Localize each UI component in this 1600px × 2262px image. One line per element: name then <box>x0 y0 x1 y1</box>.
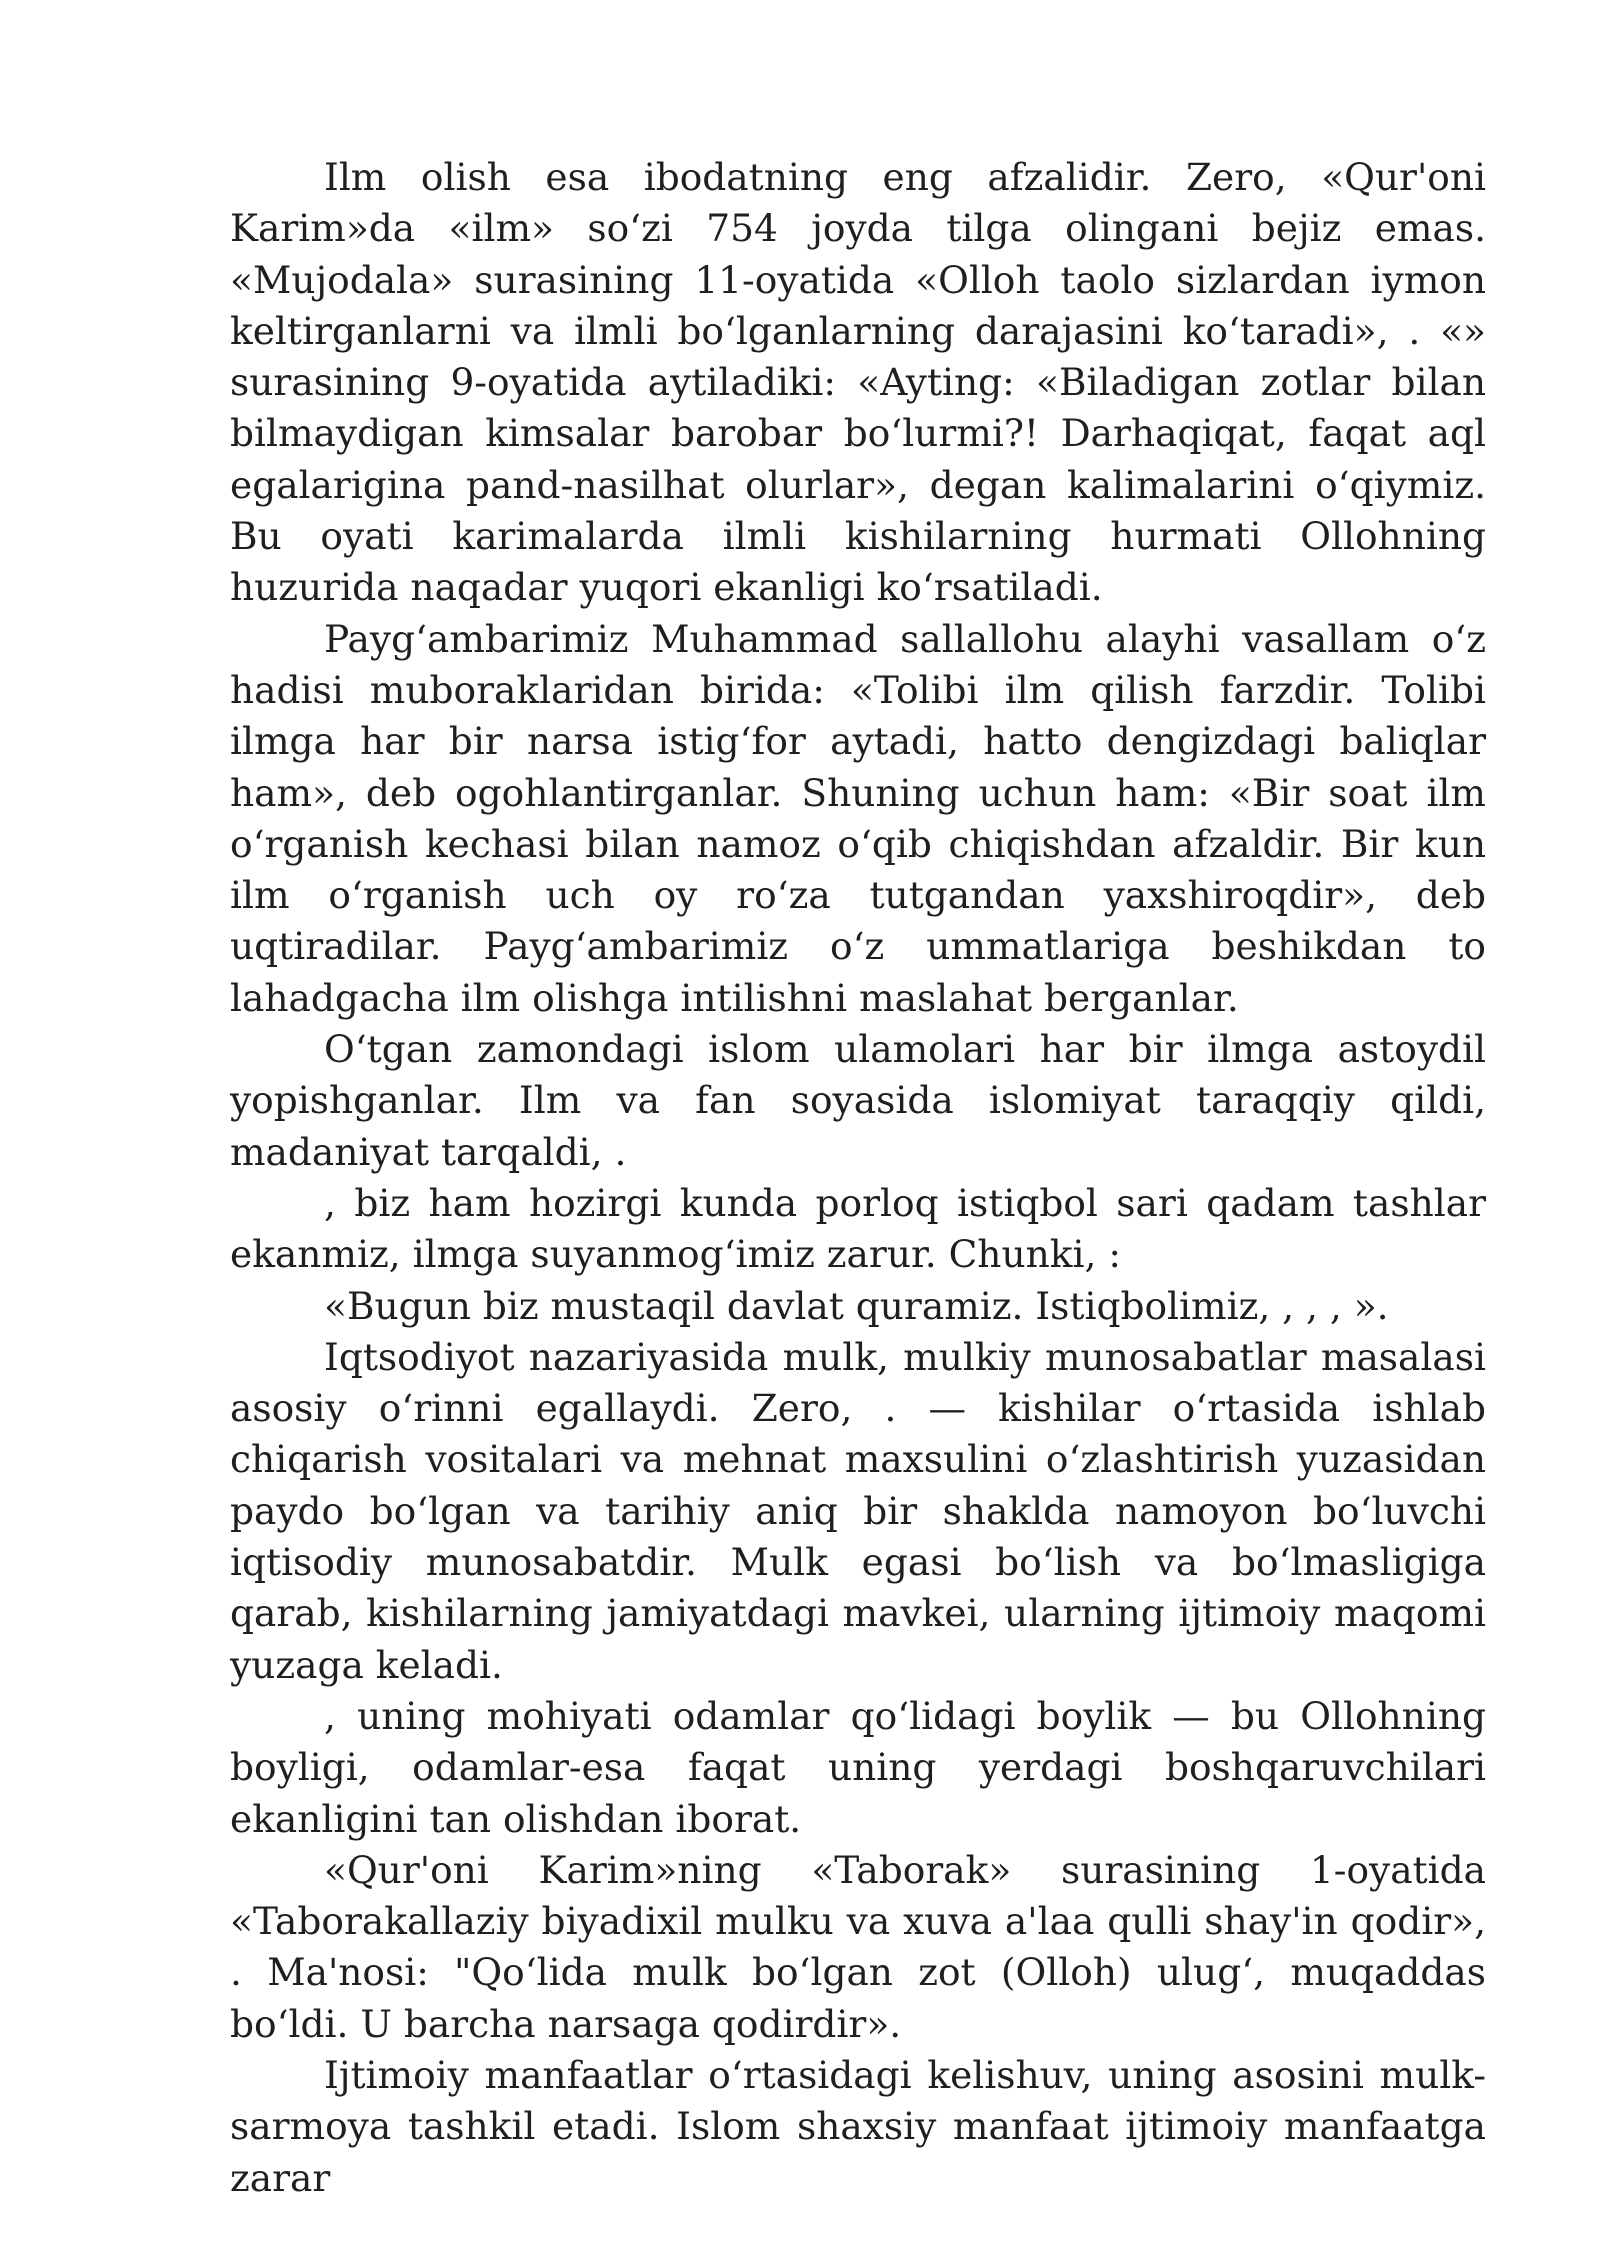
paragraph-6: Iqtsodiyot nazariyasida mulk, mulkiy munosabatlar masalasi asosiy o‘rinni egallaydi. Zero, . — kishilar o‘rtasida ishlab chiqarish vositalari va mehnat maxsulini o‘zlashtirish yuzasidan paydo bo‘lgan va tarihiy aniq bir shaklda namoyon bo‘luvchi iqtisodiy munosabatdir. Mulk egasi bo‘lish va bo‘lmasligiga qarab, kishilarning jamiyatdagi mavkei, ularning ijtimoiy maqomi yuzaga keladi. <box>230 1334 1486 1687</box>
paragraph-7: , uning mohiyati odamlar qo‘lidagi boylik — bu Ollohning boyligi, odamlar-esa faqat uning yerdagi boshqaruvchilari ekanligini tan olishdan iborat. <box>230 1693 1486 1841</box>
paragraph-1: Ilm olish esa ibodatning eng afzalidir. Zero, «Qur'oni Karim»da «ilm» so‘zi 754 joyda tilga olingani bejiz emas. «Mujodala» surasining 11-oyatida «Olloh taolo sizlardan iymon keltirganlarni va ilmli bo‘lganlarning darajasini ko‘taradi», . «» surasining 9-oyatida aytiladiki: «Ayting: «Biladigan zotlar bilan bilmaydigan kimsalar barobar bo‘lurmi?! Darhaqiqat, faqat aql egalarigina pand-nasilhat olurlar», degan kalimalarini o‘qiymiz. Bu oyati karimalarda ilmli kishilarning hurmati Ollohning huzurida naqadar yuqori ekanligi ko‘rsatiladi. <box>230 155 1486 610</box>
paragraph-2: Payg‘ambarimiz Muhammad sallallohu alayhi vasallam o‘z hadisi muboraklaridan birida: «Tolibi ilm qilish farzdir. Tolibi ilmga har bir narsa istig‘for aytadi, hatto dengizdagi baliqlar ham», deb ogohlantirganlar. Shuning uchun ham: «Bir soat ilm o‘rganish kechasi bilan namoz o‘qib chiqishdan afzaldir. Bir kun ilm o‘rganish uch oy ro‘za tutgandan yaxshiroqdir», deb uqtiradilar. Payg‘ambarimiz o‘z ummatlariga beshikdan to lahadgacha ilm olishga intilishni maslahat berganlar. <box>230 616 1486 1020</box>
paragraph-8: «Qur'oni Karim»ning «Taborak» surasining 1-oyatida «Taborakallaziy biyadixil mulku va xuva a'laa qulli shay'in qodir», . Ma'nosi: "Qo‘lida mulk bo‘lgan zot (Olloh) ulug‘, muqaddas bo‘ldi. U barcha narsaga qodirdir». <box>230 1847 1486 2046</box>
paragraph-9: Ijtimoiy manfaatlar o‘rtasidagi kelishuv, uning asosini mulk-sarmoya tashkil etadi. Islom shaxsiy manfaat ijtimoiy manfaatga zarar <box>230 2052 1486 2200</box>
paragraph-4: , biz ham hozirgi kunda porloq istiqbol sari qadam tashlar ekanmiz, ilmga suyanmog‘imiz zarur. Chunki, : <box>230 1180 1486 1277</box>
paragraph-5: «Bugun biz mustaqil davlat quramiz. Istiqbolimiz, , , , ». <box>324 1283 1389 1328</box>
paragraph-3: O‘tgan zamondagi islom ulamolari har bir ilmga astoydil yopishganlar. Ilm va fan soyasida islomiyat taraqqiy qildi, madaniyat tarqaldi, . <box>230 1027 1486 1174</box>
document-page <box>230 152 1486 2204</box>
